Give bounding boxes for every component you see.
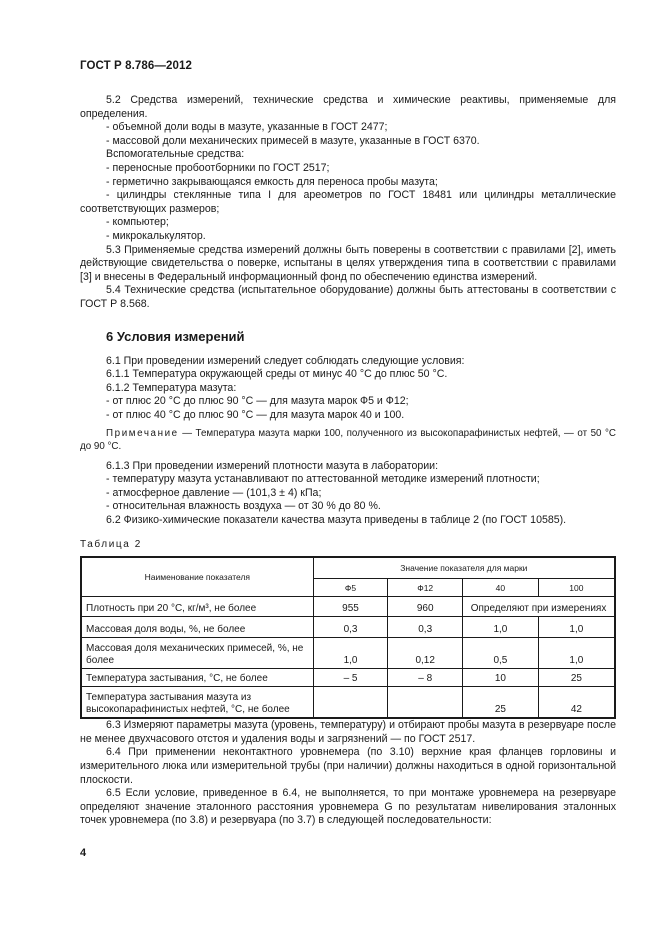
cell: 960 bbox=[388, 597, 463, 617]
header-grade: Ф12 bbox=[388, 579, 463, 597]
list-item: - герметично закрывающаяся емкость для переноса пробы мазута; bbox=[106, 175, 438, 188]
cell: – 8 bbox=[388, 669, 463, 687]
paragraph-5-3: 5.3 Применяемые средства измерений должны быть поверены в соответствии с правилами [2], иметь действующие свидетельства о поверке, испытаны в целях утверждения типа в соответствии с правилами [3] и внесены в Федеральный информационный фонд по обеспечению единства измерений. bbox=[80, 243, 616, 283]
cell: 1,0 bbox=[538, 617, 615, 638]
table-row bbox=[81, 687, 615, 719]
cell: 1,0 bbox=[538, 638, 615, 669]
cell: 25 bbox=[538, 669, 615, 687]
list-item: - компьютер; bbox=[106, 216, 169, 229]
paragraph-6-4: 6.4 При применении неконтактного уровнемера (по 3.10) верхние края фланцев горловины и измерительного люка или измерительной трубы (при наличии) должны находиться в одной горизонтальной плоскости. bbox=[80, 746, 616, 786]
cell: 0,3 bbox=[388, 617, 463, 638]
paragraph-6-1: 6.1 При проведении измерений следует соблюдать следующие условия: bbox=[106, 354, 465, 367]
note bbox=[80, 428, 616, 453]
note-label: Примечание bbox=[106, 428, 179, 440]
list-item: - переносные пробоотборники по ГОСТ 2517; bbox=[106, 161, 330, 174]
cell: 1,0 bbox=[463, 617, 539, 638]
table-row bbox=[81, 638, 615, 669]
cell: 25 bbox=[463, 687, 539, 719]
document-body bbox=[80, 94, 616, 828]
list-item: - относительная влажность воздуха — от 30 % до 80 %. bbox=[106, 500, 381, 513]
paragraph-6-2: 6.2 Физико-химические показатели качества мазута приведены в таблице 2 (по ГОСТ 10585). bbox=[106, 514, 567, 527]
header-grade: 40 bbox=[463, 579, 539, 597]
paragraph-6-3: 6.3 Измеряют параметры мазута (уровень, температуру) и отбирают пробы мазута в резервуаре после не менее двухчасового отстоя и удаления воды и загрязнений — по ГОСТ 2517. bbox=[80, 719, 616, 745]
cell: 42 bbox=[538, 687, 615, 719]
note-text: — Температура мазута марки 100, полученного из высокопарафинистых нефтей, — от 50 °С до 90 °С. bbox=[80, 428, 616, 453]
row-name: Плотность при 20 °С, кг/м³, не более bbox=[81, 597, 313, 617]
cell: 0,5 bbox=[463, 638, 539, 669]
row-name: Массовая доля механических примесей, %, не более bbox=[81, 638, 313, 669]
list-item: - объемной доли воды в мазуте, указанные в ГОСТ 2477; bbox=[106, 121, 388, 134]
list-item: - атмосферное давление — (101,3 ± 4) кПа; bbox=[106, 486, 322, 499]
aux-title: Вспомогательные средства: bbox=[106, 148, 245, 161]
table-header-row bbox=[81, 557, 615, 579]
list-item: - микрокалькулятор. bbox=[106, 229, 206, 242]
paragraph-5-2: 5.2 Средства измерений, технические средства и химические реактивы, применяемые для определения. bbox=[80, 94, 616, 120]
table-row bbox=[81, 669, 615, 687]
cell: 10 bbox=[463, 669, 539, 687]
header-grade-group: Значение показателя для марки bbox=[313, 557, 615, 579]
list-item: - температуру мазута устанавливают по аттестованной методике измерений плотности; bbox=[106, 473, 540, 486]
table-caption: Таблица 2 bbox=[80, 538, 142, 550]
list-item: - от плюс 20 °С до плюс 90 °С — для мазута марок Ф5 и Ф12; bbox=[106, 395, 409, 408]
paragraph-6-1-2: 6.1.2 Температура мазута: bbox=[106, 381, 237, 394]
cell: – 5 bbox=[313, 669, 388, 687]
cell: 0,3 bbox=[313, 617, 388, 638]
section-6-title: 6 Условия измерений bbox=[106, 328, 245, 344]
row-name: Температура застывания мазута из высокопарафинистых нефтей, °С, не более bbox=[81, 687, 313, 719]
cell: 1,0 bbox=[313, 638, 388, 669]
paragraph-5-4: 5.4 Технические средства (испытательное оборудование) должны быть аттестованы в соответствии с ГОСТ Р 8.568. bbox=[80, 284, 616, 310]
header-name: Наименование показателя bbox=[81, 557, 313, 597]
paragraph-6-1-1: 6.1.1 Температура окружающей среды от минус 40 °С до плюс 50 °С. bbox=[106, 368, 448, 381]
cell: 0,12 bbox=[388, 638, 463, 669]
list-item: - массовой доли механических примесей в мазуте, указанные в ГОСТ 6370. bbox=[106, 134, 480, 147]
cell-merged: Определяют при измерениях bbox=[463, 597, 615, 617]
list-item: - от плюс 40 °С до плюс 90 °С — для мазута марок 40 и 100. bbox=[106, 408, 405, 421]
header-grade: Ф5 bbox=[313, 579, 388, 597]
cell bbox=[313, 687, 388, 719]
row-name: Массовая доля воды, %, не более bbox=[81, 617, 313, 638]
table-row bbox=[81, 597, 615, 617]
cell bbox=[388, 687, 463, 719]
paragraph-6-5: 6.5 Если условие, приведенное в 6.4, не выполняется, то при монтаже уровнемера на резервуаре определяют значение эталонного расстояния уровнемера G по результатам нивелирования эталонных точек уровнемера (по 3.8) и резервуара (по 3.7) в следующей последовательности: bbox=[80, 787, 616, 827]
paragraph-6-1-3: 6.1.3 При проведении измерений плотности мазута в лаборатории: bbox=[106, 459, 439, 472]
table-row bbox=[81, 617, 615, 638]
quality-table bbox=[80, 556, 616, 719]
list-item: - цилиндры стеклянные типа I для ареометров по ГОСТ 18481 или цилиндры металлические соответствующих размеров; bbox=[80, 189, 616, 215]
header-grade: 100 bbox=[538, 579, 615, 597]
row-name: Температура застывания, °С, не более bbox=[81, 669, 313, 687]
cell: 955 bbox=[313, 597, 388, 617]
document-header: ГОСТ Р 8.786—2012 bbox=[80, 60, 192, 72]
page-number: 4 bbox=[80, 847, 87, 859]
